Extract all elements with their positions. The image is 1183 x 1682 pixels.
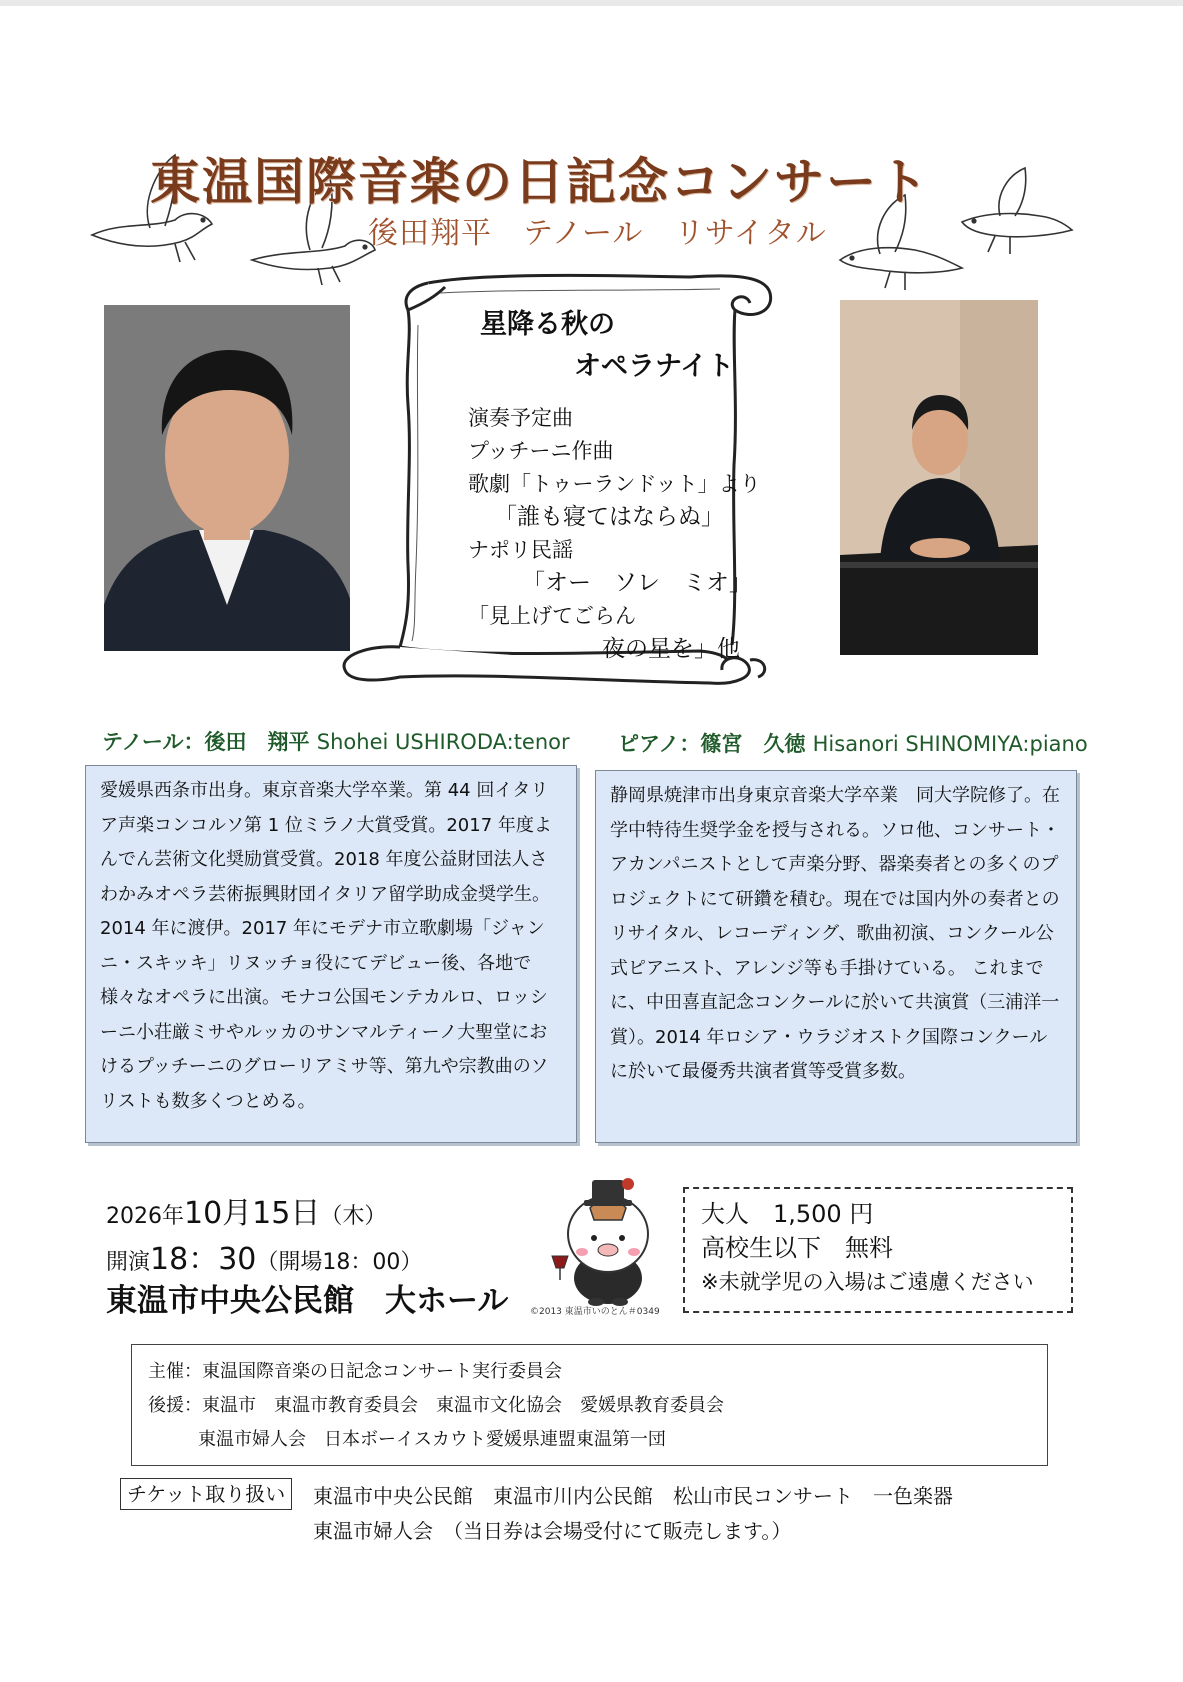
event-weekday: （木） xyxy=(320,1204,387,1229)
organizers-box xyxy=(131,1344,1048,1466)
price-adult: 大人 1,500 円 xyxy=(701,1200,874,1228)
pianist-bio: 静岡県焼津市出身東京音楽大学卒業 同大学院修了。在学中特待生奨学金を授与される。ソロ他、コンサート・アカンパニストとして声楽分野、器楽奏者との多くのプロジェクトにて研鑽を積む。現在では国内外の奏者とのリサイタル、レコーディング、歌曲初演、コンクール公式ピアニスト、アレンジ等も手掛けている。 これまでに、中田喜直記念コンクールに於いて共演賞（三浦洋一賞）。2014 年ロシア・ウラジオストク国際コンクールに於いて最優秀共演者賞等受賞多数。 xyxy=(595,770,1077,1143)
concert-title: 東温国際音楽の日記念コンサート xyxy=(150,153,930,211)
recital-subtitle: 後田翔平 テノール リサイタル xyxy=(368,216,827,251)
pianist-name-jp: ピアノ：篠宮 久徳 xyxy=(618,732,806,756)
program-item: 「オー ソレ ミオ」 xyxy=(522,570,752,596)
event-doors-time: （開場18：00） xyxy=(256,1250,423,1275)
scroll-title-line2: オペラナイト xyxy=(574,351,735,382)
program-item: ナポリ民謡 xyxy=(468,538,573,562)
program-item: 歌劇「トゥーランドット」より xyxy=(468,472,761,496)
program-item: 「見上げてごらん xyxy=(468,604,636,628)
support-line: 東温市婦人会 日本ボーイスカウト愛媛県連盟東温第一団 xyxy=(198,1429,666,1450)
event-year: 2026年 xyxy=(106,1204,184,1229)
price-note: ※未就学児の入場はご遠慮ください xyxy=(701,1270,1034,1294)
pianist-photo xyxy=(840,300,1038,655)
tenor-name-en: Shohei USHIRODA:tenor xyxy=(316,730,570,754)
pianist-name-en: Hisanori SHINOMIYA:piano xyxy=(812,732,1088,756)
host-line: 主催：東温国際音楽の日記念コンサート実行委員会 xyxy=(148,1361,562,1382)
program-item: 「誰も寝てはならぬ」 xyxy=(494,504,724,530)
program-heading: 演奏予定曲 xyxy=(468,406,573,430)
tenor-photo xyxy=(104,305,350,651)
event-time-prefix: 開演 xyxy=(106,1250,151,1275)
tenor-bio: 愛媛県西条市出身。東京音楽大学卒業。第 44 回イタリア声楽コンコルソ第 1 位ミラノ大賞受賞。2017 年度よんでん芸術文化奨励賞受賞。2018 年度公益財団法人さわかみオペラ芸術振興財団イタリア留学助成金奨学生。2014 年に渡伊。2017 年にモデナ市立歌劇場「ジャンニ・スキッキ」リヌッチョ役にてデビュー後、各地で様々なオペラに出演。モナコ公国モンテカルロ、ロッシーニ小荘厳ミサやルッカのサンマルティーノ大聖堂におけるプッチーニのグローリアミサ等、第九や宗教曲のソリストも数多くつとめる。 xyxy=(85,765,577,1143)
pianist-label xyxy=(618,728,1088,758)
price-box xyxy=(683,1187,1073,1313)
event-time xyxy=(106,1234,422,1278)
tenor-label xyxy=(102,726,570,756)
top-strip xyxy=(0,0,1183,6)
ticket-outlets: 東温市中央公民館 東温市川内公民館 松山市民コンサート 一色楽器 xyxy=(313,1484,953,1508)
event-venue: 東温市中央公民館 大ホール xyxy=(106,1283,509,1319)
program-item: 夜の星を」他 xyxy=(602,636,740,662)
event-month-day: 10月15日 xyxy=(184,1196,321,1231)
ticket-outlets-note: 東温市婦人会 （当日券は会場受付にて販売します。） xyxy=(313,1519,792,1543)
scroll-title-line1: 星降る秋の xyxy=(480,309,615,340)
ticket-label: チケット取り扱い xyxy=(120,1478,292,1510)
mascot-illustration xyxy=(538,1168,666,1308)
support-line: 後援：東温市 東温市教育委員会 東温市文化協会 愛媛県教育委員会 xyxy=(148,1395,724,1416)
price-student: 高校生以下 無料 xyxy=(701,1234,893,1262)
event-date xyxy=(106,1188,386,1232)
tenor-name-jp: テノール：後田 翔平 xyxy=(102,730,310,754)
mascot-credit: ©2013 東温市いのとん＃0349 xyxy=(530,1307,660,1317)
event-start-time: 18：30 xyxy=(150,1242,257,1277)
program-item: プッチーニ作曲 xyxy=(468,439,614,463)
program-list xyxy=(468,402,768,666)
